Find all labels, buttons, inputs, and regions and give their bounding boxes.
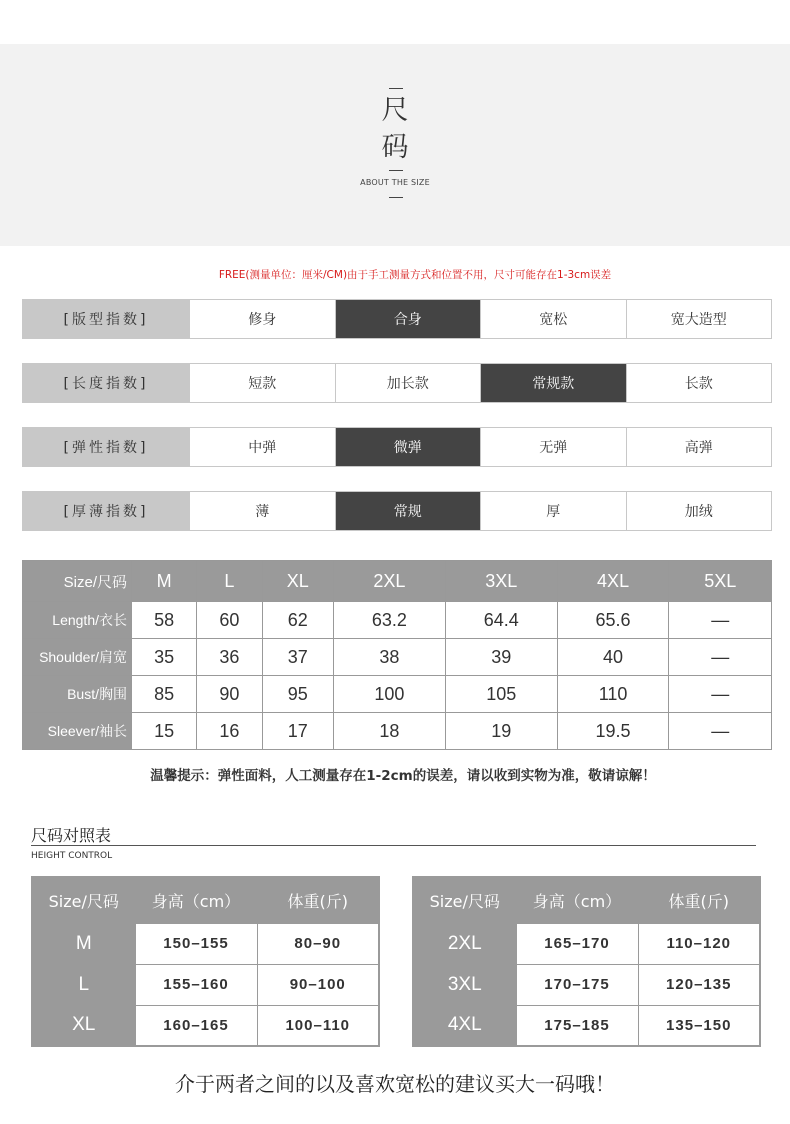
table-row bbox=[32, 964, 379, 1005]
header-subtitle: ABOUT THE SIZE bbox=[360, 178, 430, 187]
ref-size-cell: 3XL bbox=[413, 964, 516, 1005]
size-col-header: 2XL bbox=[333, 561, 445, 602]
measurement-tip: 温馨提示：弹性面料，人工测量存在1-2cm的误差，请以收到实物为准，敬请谅解！ bbox=[150, 768, 656, 784]
ref-height-cell: 155–160 bbox=[135, 964, 257, 1005]
thickness-option: 厚 bbox=[480, 492, 626, 530]
thickness-option: 薄 bbox=[189, 492, 335, 530]
table-cell: 38 bbox=[333, 639, 445, 676]
row-label: Length/衣长 bbox=[23, 602, 132, 639]
elasticity-index-row bbox=[22, 427, 772, 467]
header-title-char-2: 码 bbox=[381, 132, 409, 163]
length-option: 长款 bbox=[626, 364, 772, 402]
elasticity-option: 高弹 bbox=[626, 428, 772, 466]
table-cell: 65.6 bbox=[557, 602, 669, 639]
measurement-note: FREE(测量单位：厘米/CM)由于手工测量方式和位置不用，尺寸可能存在1-3cm误差 bbox=[218, 269, 612, 281]
ref-header-row bbox=[413, 877, 760, 923]
table-cell: 36 bbox=[197, 639, 262, 676]
size-col-header: XL bbox=[262, 561, 333, 602]
table-cell: 58 bbox=[132, 602, 197, 639]
table-cell: 40 bbox=[557, 639, 669, 676]
ref-size-header: Size/尺码 bbox=[413, 877, 516, 923]
ref-height-cell: 160–165 bbox=[135, 1005, 257, 1046]
table-cell: 90 bbox=[197, 676, 262, 713]
size-col-header: L bbox=[197, 561, 262, 602]
fit-index-row bbox=[22, 299, 772, 339]
ref-height-header: 身高（cm） bbox=[135, 877, 257, 923]
elasticity-option: 中弹 bbox=[189, 428, 335, 466]
length-option: 加长款 bbox=[335, 364, 481, 402]
height-weight-table-left bbox=[31, 876, 380, 1047]
length-option-selected: 常规款 bbox=[480, 364, 626, 402]
reference-divider bbox=[31, 845, 756, 846]
header-title-char-1: 尺 bbox=[381, 95, 409, 126]
table-cell: 110 bbox=[557, 676, 669, 713]
table-row bbox=[413, 964, 760, 1005]
ref-weight-cell: 90–100 bbox=[257, 964, 379, 1005]
table-cell: 16 bbox=[197, 713, 262, 750]
table-cell: 64.4 bbox=[445, 602, 557, 639]
table-cell: 35 bbox=[132, 639, 197, 676]
ref-height-cell: 150–155 bbox=[135, 923, 257, 964]
table-row bbox=[32, 923, 379, 964]
thickness-option-selected: 常规 bbox=[335, 492, 481, 530]
ref-height-header: 身高（cm） bbox=[516, 877, 638, 923]
table-cell: — bbox=[669, 639, 772, 676]
table-cell: — bbox=[669, 676, 772, 713]
thickness-option: 加绒 bbox=[626, 492, 772, 530]
fit-option: 宽松 bbox=[480, 300, 626, 338]
ref-size-cell: 2XL bbox=[413, 923, 516, 964]
length-option: 短款 bbox=[189, 364, 335, 402]
ref-weight-header: 体重(斤) bbox=[638, 877, 760, 923]
table-row bbox=[32, 1005, 379, 1046]
fit-option-selected: 合身 bbox=[335, 300, 481, 338]
table-cell: 60 bbox=[197, 602, 262, 639]
thickness-index-label: [厚薄指数] bbox=[23, 492, 189, 530]
header-mid-dash bbox=[389, 170, 403, 171]
header-top-dash bbox=[389, 88, 403, 89]
ref-weight-cell: 120–135 bbox=[638, 964, 760, 1005]
ref-size-header: Size/尺码 bbox=[32, 877, 135, 923]
ref-header-row bbox=[32, 877, 379, 923]
elasticity-index-label: [弹性指数] bbox=[23, 428, 189, 466]
table-cell: 62 bbox=[262, 602, 333, 639]
table-cell: — bbox=[669, 602, 772, 639]
reference-subtitle: HEIGHT CONTROL bbox=[31, 851, 113, 861]
height-weight-table-right bbox=[412, 876, 761, 1047]
table-cell: 15 bbox=[132, 713, 197, 750]
length-index-row bbox=[22, 363, 772, 403]
ref-height-cell: 175–185 bbox=[516, 1005, 638, 1046]
ref-size-cell: XL bbox=[32, 1005, 135, 1046]
size-corner-header: Size/尺码 bbox=[23, 561, 132, 602]
table-cell: 100 bbox=[333, 676, 445, 713]
thickness-index-row bbox=[22, 491, 772, 531]
ref-weight-header: 体重(斤) bbox=[257, 877, 379, 923]
reference-title: 尺码对照表 bbox=[31, 826, 112, 845]
fit-option: 宽大造型 bbox=[626, 300, 772, 338]
ref-size-cell: L bbox=[32, 964, 135, 1005]
header-bottom-dash bbox=[389, 197, 403, 198]
table-row bbox=[23, 602, 772, 639]
ref-height-cell: 170–175 bbox=[516, 964, 638, 1005]
size-col-header: 3XL bbox=[445, 561, 557, 602]
size-col-header: 5XL bbox=[669, 561, 772, 602]
table-cell: 85 bbox=[132, 676, 197, 713]
size-header-row bbox=[23, 561, 772, 602]
ref-size-cell: 4XL bbox=[413, 1005, 516, 1046]
table-cell: 105 bbox=[445, 676, 557, 713]
row-label: Bust/胸围 bbox=[23, 676, 132, 713]
table-cell: 39 bbox=[445, 639, 557, 676]
table-cell: 95 bbox=[262, 676, 333, 713]
table-row bbox=[413, 1005, 760, 1046]
table-row bbox=[23, 639, 772, 676]
table-cell: 19 bbox=[445, 713, 557, 750]
size-col-header: M bbox=[132, 561, 197, 602]
table-cell: 18 bbox=[333, 713, 445, 750]
ref-weight-cell: 135–150 bbox=[638, 1005, 760, 1046]
table-row bbox=[23, 713, 772, 750]
table-row bbox=[413, 923, 760, 964]
elasticity-option: 无弹 bbox=[480, 428, 626, 466]
ref-height-cell: 165–170 bbox=[516, 923, 638, 964]
table-cell: 17 bbox=[262, 713, 333, 750]
fit-option: 修身 bbox=[189, 300, 335, 338]
ref-weight-cell: 100–110 bbox=[257, 1005, 379, 1046]
length-index-label: [长度指数] bbox=[23, 364, 189, 402]
table-cell: 19.5 bbox=[557, 713, 669, 750]
table-cell: — bbox=[669, 713, 772, 750]
table-row bbox=[23, 676, 772, 713]
ref-size-cell: M bbox=[32, 923, 135, 964]
table-cell: 37 bbox=[262, 639, 333, 676]
table-cell: 63.2 bbox=[333, 602, 445, 639]
size-measurement-table bbox=[22, 560, 772, 750]
fit-index-label: [版型指数] bbox=[23, 300, 189, 338]
size-col-header: 4XL bbox=[557, 561, 669, 602]
row-label: Sleever/袖长 bbox=[23, 713, 132, 750]
ref-weight-cell: 110–120 bbox=[638, 923, 760, 964]
size-advice: 介于两者之间的以及喜欢宽松的建议买大一码哦！ bbox=[175, 1072, 615, 1096]
elasticity-option-selected: 微弹 bbox=[335, 428, 481, 466]
ref-weight-cell: 80–90 bbox=[257, 923, 379, 964]
row-label: Shoulder/肩宽 bbox=[23, 639, 132, 676]
